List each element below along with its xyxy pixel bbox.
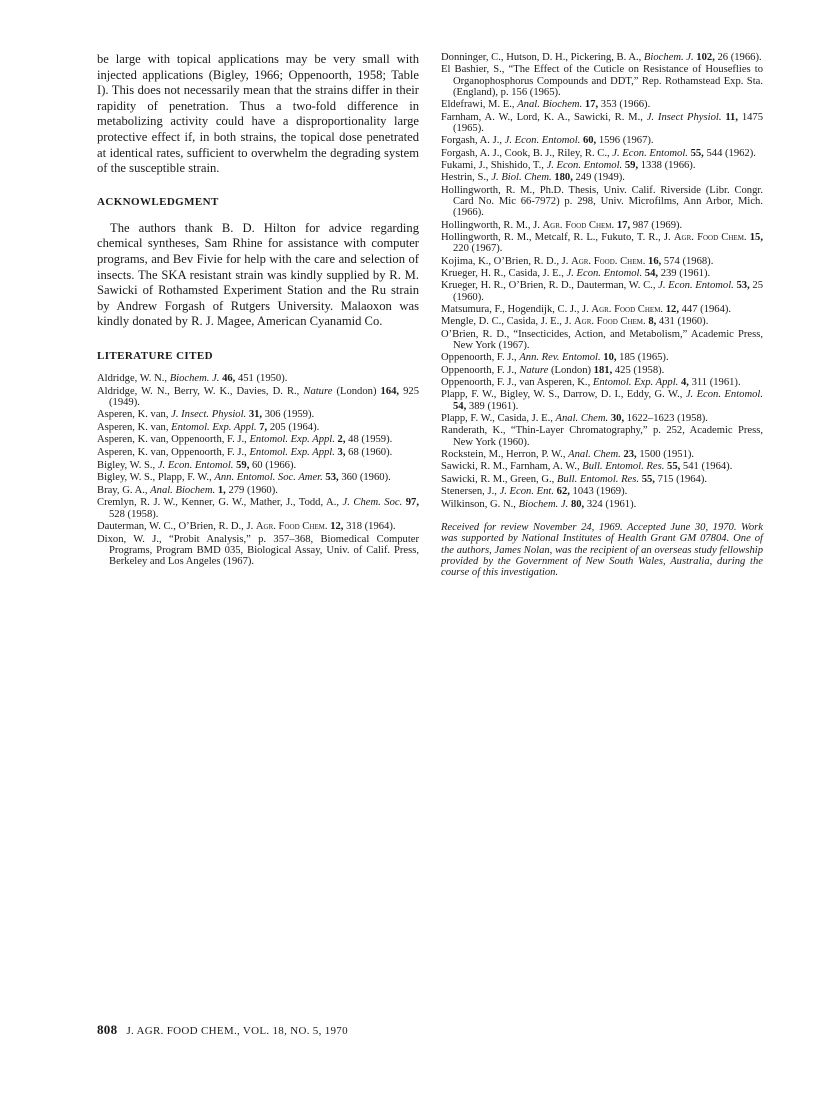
reference-text: 425 (1958). — [612, 364, 665, 376]
reference-text: 55, — [667, 461, 681, 473]
reference-entry — [97, 534, 419, 568]
reference-text: 1500 (1951). — [636, 449, 695, 461]
reference-text: Biochem. J. — [518, 498, 569, 510]
reference-text: 11, — [725, 111, 738, 123]
reference-entry — [441, 52, 763, 63]
reference-text: 97, — [405, 497, 419, 509]
right-column — [441, 52, 763, 589]
reference-text: J. Econ. Entomol. — [658, 280, 734, 292]
reference-text: 54, — [453, 400, 467, 412]
reference-text: 389 (1961). — [466, 400, 519, 412]
reference-text: Anal. Biochem. — [150, 484, 216, 496]
reference-text: 528 (1958). — [109, 508, 159, 520]
reference-text: 53, — [736, 280, 750, 292]
reference-text: 239 (1961). — [658, 267, 711, 279]
reference-text: Sawicki, R. M., Farnham, A. W., — [441, 461, 583, 473]
reference-entry — [441, 135, 763, 146]
reference-text: 4, — [680, 377, 689, 389]
reference-text: Asperen, K. van, Oppenoorth, F. J., — [97, 434, 250, 446]
reference-text: Nature — [519, 364, 549, 376]
reference-text: Agr. Food Chem. — [255, 521, 328, 533]
reference-entry — [441, 64, 763, 98]
reference-text: Asperen, K. van, Oppenoorth, F. J., — [97, 447, 250, 459]
reference-text: Cremlyn, R. J. W., Kenner, G. W., Mather, J., Todd, A., — [97, 497, 343, 509]
reference-text: 451 (1950). — [235, 372, 288, 384]
reference-text: Anal. Biochem. — [517, 99, 583, 111]
reference-entry — [97, 521, 419, 532]
reference-entry — [441, 377, 763, 388]
reference-text: 1043 (1969). — [569, 486, 628, 498]
reference-text: 180, — [554, 172, 573, 184]
reference-text: 541 (1964). — [680, 461, 733, 473]
reference-text: 62, — [556, 486, 570, 498]
reference-text: 60 (1966). — [249, 459, 297, 471]
page-footer — [97, 1022, 348, 1038]
reference-text: 25 (1960). — [453, 280, 763, 303]
reference-text: 1475 (1965). — [453, 111, 764, 134]
reference-text: Hollingworth, R. M., Ph.D. Thesis, Univ. Calif. Riverside (Libr. Congr. Card No. Mic 66-7972) p. 298, Univ. Microfilms, Ann Arbor, Mich. (1966). — [441, 184, 763, 219]
reference-text: 16, — [648, 255, 662, 267]
reference-entry — [441, 172, 763, 183]
reference-text: 55, — [641, 473, 655, 485]
reference-entry — [97, 422, 419, 433]
reference-entry — [441, 365, 763, 376]
reference-entry — [441, 160, 763, 171]
reference-text: Ann. Rev. Entomol. — [519, 352, 601, 364]
reference-entry — [441, 268, 763, 279]
acknowledgment-text: The authors thank B. D. Hilton for advice regarding chemical syntheses, Sam Rhine for assistance with computer programs, and Bev Fivie for help with the care and selection of insects. The SKA resistant strain was kindly supplied by R. M. Sawicki of Rothamsted Experiment Station and the Ru strain by Andrew Forgash of Rutgers University. Malaoxon was kindly donated by R. J. Magee, American Cyanamid Co. — [97, 220, 419, 329]
reference-text: Randerath, K., “Thin-Layer Chromatography,” p. 252, Academic Press, New York (1960). — [441, 425, 763, 448]
reference-text: 306 (1959). — [262, 409, 315, 421]
reference-text: Wilkinson, G. N., — [441, 498, 519, 510]
reference-text: 205 (1964). — [267, 421, 320, 433]
reference-text: 447 (1964). — [678, 303, 732, 315]
reference-entry — [441, 389, 763, 411]
reference-text: Oppenoorth, F. J., — [441, 352, 520, 364]
reference-entry — [441, 316, 763, 327]
reference-text: 279 (1960). — [225, 484, 278, 496]
reference-list-left — [97, 373, 419, 568]
reference-text: Hollingworth, R. M., Metcalf, R. L., Fukuto, T. R., J. — [441, 231, 674, 243]
reference-text: J. Econ. Entomol. — [157, 459, 234, 471]
reference-text: Entomol. Exp. Appl. — [249, 434, 335, 446]
reference-text: 318 (1964). — [343, 521, 396, 533]
reference-text: 925 (1949). — [109, 385, 420, 408]
reference-text: 68 (1960). — [345, 447, 393, 459]
reference-text: Anal. Chem. — [568, 449, 621, 461]
reference-text: Biochem. J. — [643, 52, 694, 63]
reference-text: (London) — [548, 364, 594, 376]
reference-entry — [97, 373, 419, 384]
reference-text: Bull. Entomol. Res. — [556, 473, 640, 485]
reference-text: 23, — [623, 449, 637, 461]
reference-text: 17, — [584, 99, 599, 111]
reference-text: 59, — [624, 159, 639, 171]
reference-text: Agr. Food Chem. — [542, 219, 615, 231]
reference-entry — [97, 472, 419, 483]
reference-text: Entomol. Exp. Appl. — [171, 421, 257, 433]
reference-text: Hestrin, S., — [441, 172, 492, 184]
reference-text: Entomol. Exp. Appl. — [249, 447, 335, 459]
reference-text: Mengle, D. C., Casida, J. E., J. — [441, 316, 575, 328]
reference-text: Asperen, K. van, — [97, 421, 172, 433]
reference-text: J. Econ. Entomol. — [566, 267, 643, 279]
reference-text: Rockstein, M., Herron, P. W., — [441, 449, 569, 461]
acknowledgment-heading: ACKNOWLEDGMENT — [97, 195, 219, 208]
reference-text: Bray, G. A., — [97, 484, 151, 496]
reference-text: 48 (1959). — [345, 434, 393, 446]
reference-text: 2, — [337, 434, 346, 446]
reference-text: Nature — [303, 385, 333, 397]
reference-text: O’Brien, R. D., “Insecticides, Action, and Metabolism,” Academic Press, New York (1967). — [441, 328, 763, 351]
reference-list-right — [441, 52, 763, 510]
reference-text: Kojima, K., O’Brien, R. D., J. — [441, 255, 572, 267]
reference-text: Fukami, J., Shishido, T., — [441, 159, 547, 171]
reference-text: 431 (1960). — [656, 316, 709, 328]
reference-text: 26 (1966). — [714, 52, 762, 63]
reference-text: J. Econ. Entomol. — [612, 147, 688, 159]
reference-text: J. Insect. Physiol. — [171, 409, 247, 421]
reference-text: 17, — [616, 219, 631, 231]
reference-entry — [97, 409, 419, 420]
reference-entry — [441, 474, 763, 485]
reference-text: Aldridge, W. N., — [97, 372, 170, 384]
reference-text: 31, — [248, 409, 263, 421]
reference-text: Dauterman, W. C., O’Brien, R. D., J. — [97, 521, 256, 533]
reference-text: 8, — [648, 316, 657, 328]
reference-text: 102, — [696, 52, 715, 63]
reference-text: Bull. Entomol. Res. — [582, 461, 665, 473]
reference-entry — [441, 220, 763, 231]
reference-text: 164, — [380, 385, 400, 397]
reference-text: J. Chem. Soc. — [342, 497, 403, 509]
reference-entry — [441, 449, 763, 460]
reference-entry — [441, 329, 763, 351]
reference-entry — [441, 486, 763, 497]
reference-text: 15, — [749, 231, 763, 243]
reference-text: 3, — [337, 447, 346, 459]
reference-entry — [441, 461, 763, 472]
reference-text: Agr. Food Chem. — [591, 303, 664, 315]
reference-text: 544 (1962). — [703, 147, 756, 159]
reference-text: 360 (1960). — [338, 472, 391, 484]
reference-entry — [441, 425, 763, 447]
reference-text: 53, — [325, 472, 339, 484]
reference-text: 12, — [330, 521, 344, 533]
reference-text: Bigley, W. S., Plapp, F. W., — [97, 472, 215, 484]
reference-entry — [441, 232, 763, 254]
reference-text: 181, — [593, 364, 613, 376]
reference-text: Asperen, K. van, — [97, 409, 172, 421]
reference-entry — [441, 99, 763, 110]
reference-text: Forgash, A. J., Cook, B. J., Riley, R. C., — [441, 147, 613, 159]
reference-entry — [441, 499, 763, 510]
received-note: Received for review November 24, 1969. Accepted June 30, 1970. Work was supported by National Institutes of Health Grant GM 07804. One of the authors, James Nolan, was the recipient of an overseas study fellowship provided by the Government of New South Wales, Australia, during the course of this investigation. — [441, 521, 763, 579]
reference-text: Matsumura, F., Hogendijk, C. J., J. — [441, 303, 592, 315]
reference-entry — [441, 280, 763, 302]
reference-text: 311 (1961). — [688, 377, 741, 389]
reference-text: 55, — [690, 147, 704, 159]
reference-entry — [97, 434, 419, 445]
reference-text: 60, — [582, 135, 597, 147]
reference-text: 1, — [217, 484, 226, 496]
reference-text: 46, — [222, 372, 236, 384]
reference-text: 10, — [603, 352, 617, 364]
reference-entry — [97, 386, 419, 408]
reference-text: Aldridge, W. N., Berry, W. K., Davies, D. R., — [97, 385, 304, 397]
reference-text: 80, — [570, 498, 585, 510]
reference-text: 249 (1949). — [572, 172, 625, 184]
reference-text: Ann. Entomol. Soc. Amer. — [214, 472, 323, 484]
reference-text: Biochem. J. — [169, 372, 220, 384]
reference-text: 1596 (1967). — [596, 135, 654, 147]
reference-entry — [441, 352, 763, 363]
reference-text: Farnham, A. W., Lord, K. A., Sawicki, R. M., — [441, 111, 647, 123]
reference-entry — [97, 460, 419, 471]
reference-text: 1622–1623 (1958). — [624, 413, 708, 425]
reference-entry — [441, 185, 763, 219]
reference-entry — [97, 485, 419, 496]
literature-heading: LITERATURE CITED — [97, 349, 213, 362]
reference-text: Krueger, H. R., Casida, J. E., — [441, 267, 567, 279]
reference-text: 353 (1966). — [598, 99, 651, 111]
reference-text: 574 (1968). — [661, 255, 714, 267]
journal-citation: J. AGR. FOOD CHEM., VOL. 18, NO. 5, 1970 — [126, 1025, 348, 1037]
reference-text: J. Econ. Entomol. — [546, 159, 623, 171]
reference-entry — [97, 497, 419, 519]
reference-entry — [441, 112, 763, 134]
intro-paragraph: be large with topical applications may be very small with injected applications (Bigley, 1966; Oppenoorth, 1958; Table I). This does not necessarily mean that the strains differ in their rapidity of penetration. Thus a two-fold difference in metabolizing activity could have a disproportionality large protective effect if, in both strains, the topical dose penetrated at identical rates, sufficient to overwhelm the degrading system of the susceptible strain. — [97, 52, 419, 176]
reference-text: J. Econ. Ent. — [499, 486, 554, 498]
reference-text: Agr. Food Chem. — [574, 316, 646, 328]
reference-entry — [97, 447, 419, 458]
reference-entry — [441, 256, 763, 267]
reference-text: 715 (1964). — [654, 473, 708, 485]
reference-text: Dixon, W. J., “Probit Analysis,” p. 357–368, Biomedical Computer Programs, Program BMD 035, Biological Assay, Univ. of Calif. Press, Berkeley and Los Angeles (1967). — [97, 533, 419, 568]
reference-text: 185 (1965). — [616, 352, 669, 364]
reference-text: J. Insect Physiol. — [646, 111, 722, 123]
reference-text: Forgash, A. J., — [441, 135, 505, 147]
reference-text: Plapp, F. W., Casida, J. E., — [441, 413, 556, 425]
reference-entry — [441, 148, 763, 159]
reference-text: (London) — [332, 385, 381, 397]
reference-text: Stenersen, J., — [441, 486, 500, 498]
reference-text: Anal. Chem. — [555, 413, 609, 425]
reference-text: Entomol. Exp. Appl. — [592, 377, 679, 389]
reference-text: Eldefrawi, M. E., — [441, 99, 518, 111]
reference-text: 324 (1961). — [584, 498, 637, 510]
reference-entry — [441, 304, 763, 315]
left-column — [97, 52, 419, 569]
reference-text: Krueger, H. R., O’Brien, R. D., Dauterman, W. C., — [441, 280, 659, 292]
reference-text: Agr. Food. Chem. — [571, 255, 646, 267]
reference-text: Oppenoorth, F. J., van Asperen, K., — [441, 377, 593, 389]
reference-text: J. Econ. Entomol. — [685, 389, 763, 401]
reference-text: 7, — [259, 421, 268, 433]
reference-text: Plapp, F. W., Bigley, W. S., Darrow, D. I., Eddy, G. W., — [441, 389, 686, 401]
reference-text: 59, — [236, 459, 250, 471]
reference-text: 54, — [644, 267, 659, 279]
reference-text: El Bashier, S., “The Effect of the Cuticle on Resistance of Houseflies to Organophosphorus Compounds and DDT,” Rep. Rothamstead Exp. Sta. (England), p. 156 (1965). — [441, 64, 763, 98]
reference-text: Agr. Food Chem. — [673, 231, 747, 243]
page-number: 808 — [97, 1022, 118, 1037]
reference-text: J. Biol. Chem. — [491, 172, 552, 184]
reference-text: 30, — [610, 413, 625, 425]
reference-text: Bigley, W. S., — [97, 459, 158, 471]
reference-text: 987 (1969). — [630, 219, 683, 231]
reference-entry — [441, 413, 763, 424]
reference-text: Hollingworth, R. M., J. — [441, 219, 543, 231]
reference-text: 220 (1967). — [453, 243, 503, 255]
reference-text: Sawicki, R. M., Green, G., — [441, 473, 557, 485]
reference-text: J. Econ. Entomol. — [504, 135, 581, 147]
reference-text: Donninger, C., Hutson, D. H., Pickering, B. A., — [441, 52, 644, 63]
reference-text: 1338 (1966). — [638, 159, 696, 171]
reference-text: Oppenoorth, F. J., — [441, 364, 520, 376]
reference-text: 12, — [665, 303, 679, 315]
